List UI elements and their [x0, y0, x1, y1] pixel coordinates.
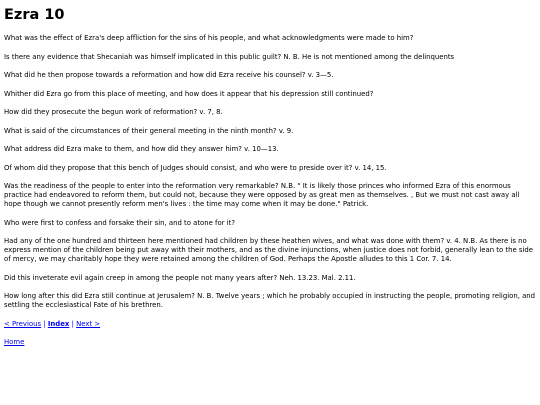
home-navigation: [4, 338, 536, 347]
question-9: Was the readiness of the people to enter into the reformation very remarkable? N.B. " It is likely those princes who informed Ezra of this enormous practice had endeavored to reform them, but could not, because they were opposed by as great men as themselves. , But we must not cast away all hope though we cannot presently reform men's lives : the time may come when it may be done." Patrick.: [4, 182, 520, 208]
index-link[interactable]: Index: [47, 319, 70, 328]
home-link[interactable]: Home: [4, 338, 25, 346]
nav-separator: |: [71, 319, 74, 328]
question-10: Who were first to confess and forsake their sin, and to atone for it?: [4, 218, 235, 227]
question-13: How long after this did Ezra still continue at Jerusalem? N. B. Twelve years ; which he probably occupied in instructing the people, promoting religion, and settling the ecclesiastical Fate of his brethren.: [4, 292, 536, 309]
question-11: Had any of the one hundred and thirteen here mentioned had children by these heathen wives, and what was done with them? v. 4. N.B. As there is no express mention of the children being put away with their mothers, and as the divine injunctions, when justice does not forbid, generally lean to the side of mercy, we may charitably hope they were retained among the children of God. Perhaps the Apostle alludes to this 1 Cor. 7. 14.: [4, 237, 534, 263]
question-1: What was the effect of Ezra's deep affliction for the sins of his people, and what acknowledgments were made to him?: [4, 34, 414, 42]
question-4: Whither did Ezra go from this place of meeting, and how does it appear that his depression still continued?: [4, 89, 374, 98]
chapter-navigation: [4, 320, 536, 329]
question-7: What address did Ezra make to them, and how did they answer him? v. 10—13.: [4, 145, 279, 153]
question-6: What is said of the circumstances of their general meeting in the ninth month? v. 9.: [4, 126, 294, 135]
nav-separator: |: [43, 319, 46, 328]
previous-link[interactable]: < Previous: [4, 319, 42, 328]
question-12: Did this inveterate evil again creep in among the people not many years after? Neh. 13.23. Mal. 2.11.: [4, 273, 356, 282]
question-8: Of whom did they propose that this bench of Judges should consist, and who were to preside over it? v. 14, 15.: [4, 163, 387, 172]
question-5: How did they prosecute the begun work of reformation? v. 7, 8.: [4, 108, 223, 116]
question-2: Is there any evidence that Shecaniah was himself implicated in this public guilt? N. B. He is not mentioned among the delinquents: [4, 52, 455, 61]
next-link[interactable]: Next >: [76, 319, 101, 328]
question-3: What did he then propose towards a reformation and how did Ezra receive his counsel? v. 3—5.: [4, 71, 334, 79]
page-title: Ezra 10: [4, 7, 65, 23]
